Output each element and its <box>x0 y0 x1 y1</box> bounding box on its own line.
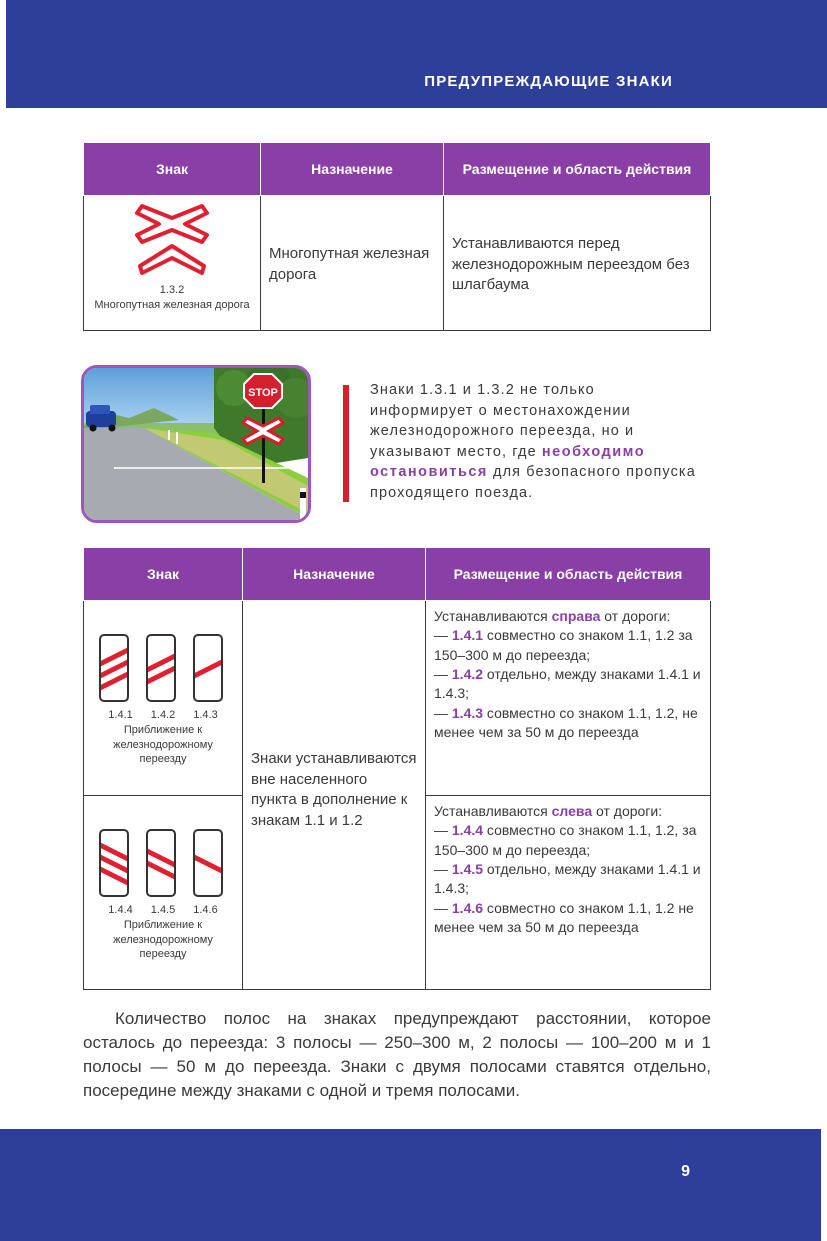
purpose-cell: Многопутная железная дорога <box>261 196 444 331</box>
placement-cell-left <box>426 796 711 990</box>
railway-crossing-photo <box>81 365 311 523</box>
sign-codes <box>84 903 242 918</box>
header-band <box>6 0 827 108</box>
list-item: — 1.4.3 совместно со знаком 1.1, 1.2, не менее чем за 50 м до переезда <box>434 704 698 740</box>
col-header-sign: Знак <box>84 548 243 601</box>
right-approach-signs-icon <box>98 633 228 703</box>
sign-caption: Приближение к железнодорожному переезду <box>113 724 213 766</box>
sign-codes <box>84 708 242 723</box>
side-left: слева <box>551 803 593 819</box>
sign-table-1 <box>83 142 711 331</box>
sign-caption: Приближение к железнодорожному переезду <box>113 919 213 961</box>
note-highlight: необходимо остановиться <box>370 443 646 481</box>
side-right: справа <box>551 608 601 624</box>
multitrack-railway-sign-icon <box>131 202 213 278</box>
sign-code: 1.3.2 <box>159 284 185 297</box>
placement-cell: Устанавливаются перед железнодорожным переездом без шлагбаума <box>444 196 711 331</box>
placement-cell-right <box>426 601 711 796</box>
list-item: — 1.4.5 отдельно, между знаками 1.4.1 и 1.4.3; <box>434 860 701 897</box>
page-number: 9 <box>681 1163 690 1180</box>
note-text-1: Знаки 1.3.1 и 1.3.2 не только информирует о местонахождении железнодорожного переезда, но и указывают место, где <box>370 382 635 460</box>
list-item: — 1.4.2 отдельно, между знаками 1.4.1 и 1.4.3; <box>434 665 701 702</box>
sign-caption: Многопутная железная дорога <box>94 298 250 311</box>
list-item: — 1.4.4 совместно со знаком 1.1, 1.2, за 150–300 м до переезда; <box>434 822 697 858</box>
section-title: ПРЕДУПРЕЖДАЮЩИЕ ЗНАКИ <box>424 73 673 90</box>
placement-text-right: Устанавливаются справа от дороги: <box>434 608 671 624</box>
col-header-purpose: Назначение <box>261 143 444 196</box>
sign-code: 1.4.3 <box>193 709 218 722</box>
sign-code: 1.4.4 <box>108 904 133 917</box>
placement-text-left: Устанавливаются слева от дороги: <box>434 803 663 819</box>
sign-code: 1.4.1 <box>108 709 133 722</box>
stop-sign-text: STOP <box>248 387 278 399</box>
crossing-note <box>370 380 700 503</box>
list-item: — 1.4.6 совместно со знаком 1.1, 1.2 не менее чем за 50 м до переезда <box>434 899 694 935</box>
body-paragraph: Количество полос на знаках предупреждают расстоянии, которое осталось до переезда: 3 полосы — 250–300 м, 2 полосы — 100–200 м и 1 полосы — 50 м до переезда. Знаки с двумя полосами ставятся отдельно, посередине между знаками с одной и тремя полосами. <box>83 1009 711 1101</box>
note-text-2: для безопасного пропуска проходящего поезда. <box>370 464 696 501</box>
col-header-placement: Размещение и область действия <box>444 143 711 196</box>
footer-band <box>0 1129 821 1241</box>
list-item: — 1.4.1 совместно со знаком 1.1, 1.2 за 150–300 м до переезда; <box>434 627 693 663</box>
sign-code: 1.4.5 <box>150 904 176 917</box>
sign-table-2 <box>83 547 711 990</box>
col-header-purpose: Назначение <box>243 548 426 601</box>
col-header-sign: Знак <box>84 143 261 196</box>
sign-cell-1-4-4-6 <box>84 796 243 990</box>
col-header-placement: Размещение и область действия <box>426 548 711 601</box>
sign-code: 1.4.6 <box>193 904 218 917</box>
sign-cell-1-4-1-3 <box>84 601 243 796</box>
sign-cell-1-3-2 <box>84 196 261 331</box>
sign-code: 1.4.2 <box>150 709 176 722</box>
crossing-scene-illustration <box>84 368 308 520</box>
purpose-cell: Знаки устанавливаются вне населенного пункта в дополнение к знакам 1.1 и 1.2 <box>243 601 426 990</box>
note-accent-bar <box>343 385 349 502</box>
left-approach-signs-icon <box>98 828 228 898</box>
